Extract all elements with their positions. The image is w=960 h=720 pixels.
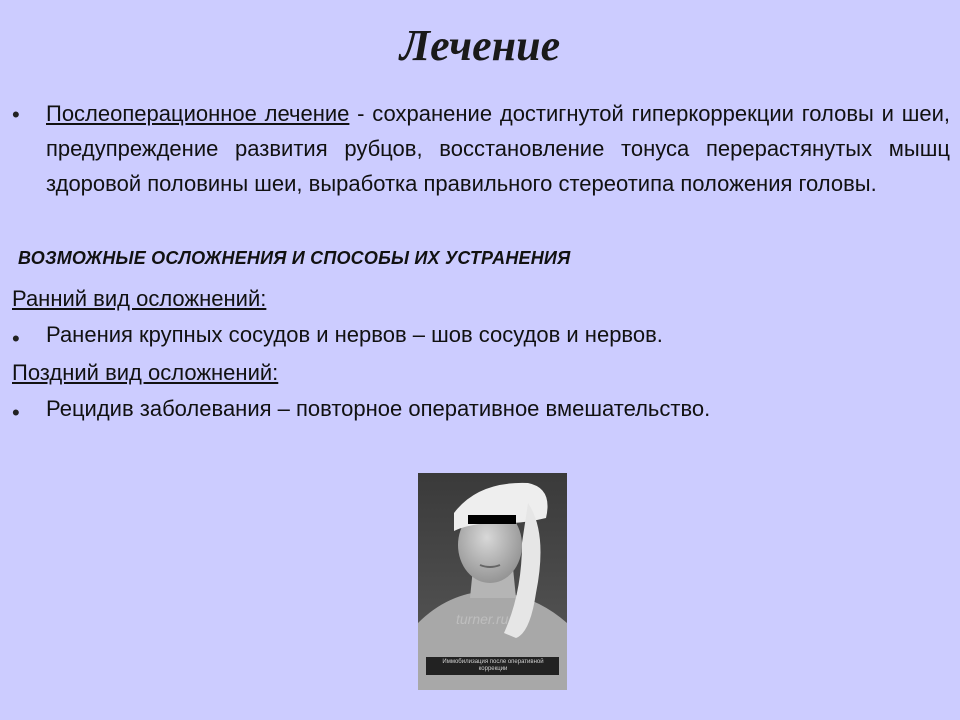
postop-text: - сохранение достигнутой гиперкоррекции головы и шеи, предупреждение развития рубцов, восстановление тонуса перерастянутых мышц здоровой половины шеи, выработка правильного стереотипа положения головы.	[46, 101, 951, 196]
postop-term: Послеоперационное лечение	[46, 101, 350, 126]
complications-heading: ВОЗМОЖНЫЕ ОСЛОЖНЕНИЯ И СПОСОБЫ ИХ УСТРАНЕНИЯ	[18, 248, 571, 268]
bullet-icon: •	[12, 326, 20, 351]
patient-photo	[418, 473, 567, 690]
early-complication-item: Ранения крупных сосудов и нервов – шов сосудов и нервов.	[46, 322, 663, 347]
photo-caption: Иммобилизация после оперативной коррекции	[442, 659, 544, 672]
photo-watermark: turner.ru	[456, 611, 509, 627]
late-complication-item: Рецидив заболевания – повторное оперативное вмешательство.	[46, 396, 711, 421]
bullet-icon: •	[12, 400, 20, 425]
bullet-icon: •	[12, 102, 20, 127]
early-complications-heading: Ранний вид осложнений:	[12, 286, 267, 311]
slide-title: Лечение	[399, 21, 561, 70]
patient-photo-image	[418, 473, 567, 690]
postop-paragraph	[46, 96, 950, 201]
late-complications-heading: Поздний вид осложнений:	[12, 360, 279, 385]
